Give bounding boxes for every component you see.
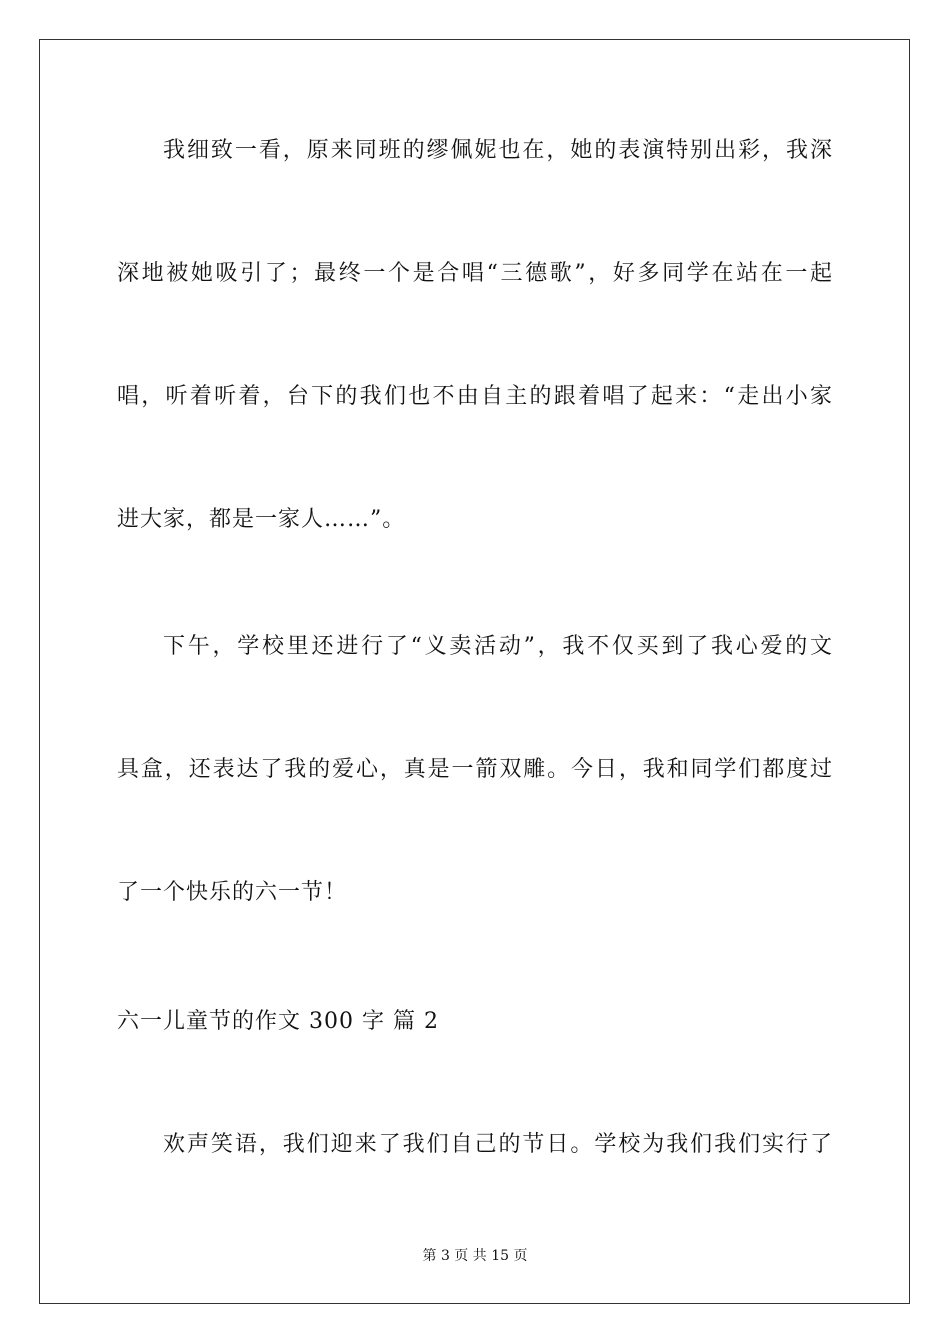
paragraph-2-line-3: 了一个快乐的六一节！ bbox=[117, 880, 348, 905]
page-border bbox=[39, 39, 910, 1304]
paragraph-1-line-4: 进大家，都是一家人……”。 bbox=[117, 507, 406, 532]
paragraph-1-line-1: 我细致一看，原来同班的缪佩妮也在，她的表演特别出彩，我深 bbox=[163, 138, 833, 163]
section-heading: 六一儿童节的作文 300 字 篇 2 bbox=[117, 1009, 439, 1034]
paragraph-1-line-2: 深地被她吸引了；最终一个是合唱“三德歌”，好多同学在站在一起 bbox=[117, 261, 833, 286]
paragraph-2-line-1: 下午，学校里还进行了“义卖活动”，我不仅买到了我心爱的文 bbox=[163, 634, 833, 659]
page-number-footer: 第 3 页 共 15 页 bbox=[422, 1248, 528, 1264]
paragraph-1-line-3: 唱，听着听着，台下的我们也不由自主的跟着唱了起来：“走出小家 bbox=[117, 384, 833, 409]
paragraph-2-line-2: 具盒，还表达了我的爱心，真是一箭双雕。今日，我和同学们都度过 bbox=[117, 757, 833, 782]
paragraph-3-line-1: 欢声笑语，我们迎来了我们自己的节日。学校为我们我们实行了 bbox=[163, 1132, 833, 1157]
